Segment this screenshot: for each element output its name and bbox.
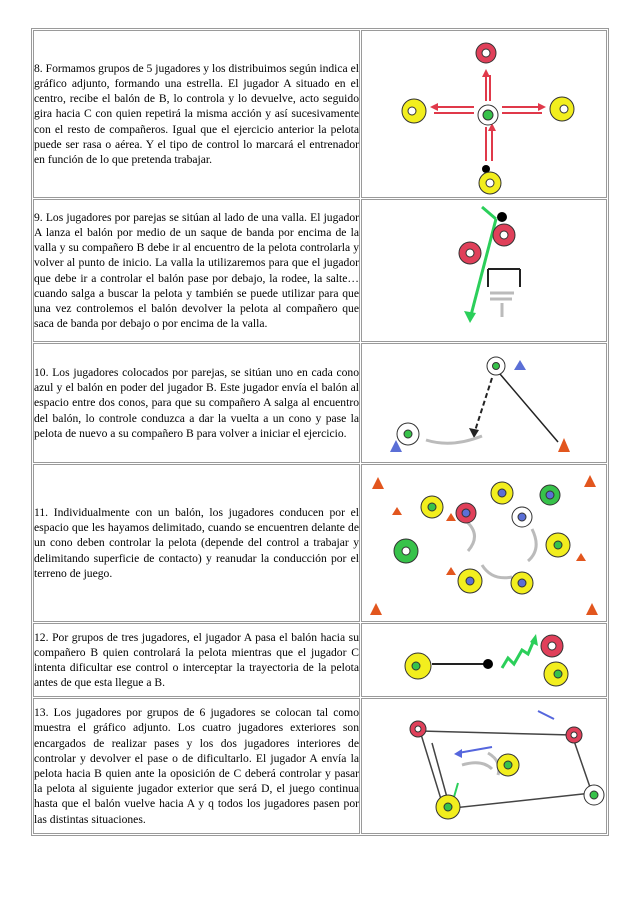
player-eye (498, 489, 506, 497)
pass-and-control-diagram (362, 624, 606, 696)
player-eye (518, 579, 526, 587)
exercise-row-13 (33, 698, 607, 834)
cone-orange (576, 553, 586, 561)
arrowhead (538, 103, 546, 111)
player-eye (415, 726, 421, 732)
cone-orange (584, 475, 596, 487)
hurdle (488, 269, 520, 287)
dribbling-diagram (362, 465, 606, 621)
exercise-row-11 (33, 464, 607, 622)
hurdle-diagram (362, 201, 606, 341)
pass-line (432, 743, 448, 801)
player-eye (493, 363, 500, 370)
exercise-row-12 (33, 623, 607, 697)
player-eye (404, 430, 412, 438)
six-player-diagram (362, 699, 606, 833)
player-eye (504, 761, 512, 769)
exercise-8-diagram (361, 30, 607, 198)
cone-blue (514, 360, 526, 370)
cone-orange (558, 438, 570, 452)
player-eye (402, 547, 410, 555)
arrowhead (454, 749, 462, 758)
path-grey (466, 521, 536, 578)
player-eye (546, 491, 554, 499)
exercise-9-text: 9. Los jugadores por parejas se sitúan al lado de una valla. El jugador A lanza el balón por medio de un saque de banda por encima de la valla y su compañero B debe ir al encuentro de la pelota controlarla y volver al punto de inicio. La valla la utilizaremos para que el jugador que debe ir a controlar el balón pase por debajo, la rodee, la salte… cuando salga a buscar la pelota y también se puede utilizar para que una vez controlemos el balón devolver la pelota al compañero que saca de banda por debajo o por encima de la valla. (33, 199, 360, 342)
exercise-10-diagram (361, 343, 607, 463)
line-solid (500, 374, 558, 442)
player-eye (482, 49, 490, 57)
exercise-11-text: 11. Individualmente con un balón, los jugadores conducen por el espacio que les hayamos delimitado, cuando se encuentren delante de un cono deben controlar la pelota (depende del control a trabajar y delimitando superficie de contacto) y reanudar la conducción por el terreno de juego. (33, 464, 360, 622)
player-eye (483, 110, 493, 120)
arrow-green-zigzag (502, 640, 534, 668)
pass-dashed (474, 378, 492, 434)
arrow-blue (458, 747, 492, 753)
exercise-10-text: 10. Los jugadores colocados por parejas, se sitúan uno en cada cono azul y el balón en poder del jugador B. Este jugador envía el balón al espacio entre dos conos, para que su compañero A salga al encuentro del balón, lo controle conduzca a dar la vuelta a un cono y pase la pelota de nuevo a su compañero B para volver a iniciar el ejercicio. (33, 343, 360, 463)
player-eye (554, 670, 562, 678)
player-eye (560, 105, 568, 113)
cones-diagram (362, 344, 606, 462)
exercise-11-diagram (361, 464, 607, 622)
player-eye (500, 231, 508, 239)
cone-orange (586, 603, 598, 615)
player-eye (554, 541, 562, 549)
player-eye (444, 803, 452, 811)
arrowhead (430, 103, 438, 111)
cone-orange (372, 477, 384, 489)
exercises-table (31, 28, 609, 836)
mark-blue (538, 711, 554, 719)
ball (483, 659, 493, 669)
exercise-row-10 (33, 343, 607, 463)
player-eye (571, 732, 577, 738)
cone-orange (392, 507, 402, 515)
exercise-8-text: 8. Formamos grupos de 5 jugadores y los distribuimos según indica el gráfico adjunto, formando una estrella. El jugador A situado en el centro, recibe el balón de B, lo controla y lo devuelve, acto seguido gira hacia C con quien repetirá la misma acción y así sucesivamente con el resto de compañeros. Igual que el ejercicio anterior la pelota puede ser rasa o aérea. Y el tipo de control lo marcará el entrenador en función de lo que pretenda trabajar. (33, 30, 360, 198)
arrow-green (482, 207, 496, 219)
player-eye (466, 249, 474, 257)
player-eye (412, 662, 420, 670)
player-eye (518, 513, 526, 521)
cone-orange (370, 603, 382, 615)
exercise-13-diagram (361, 698, 607, 834)
arrowhead (482, 69, 490, 77)
ball (497, 212, 507, 222)
player-eye (548, 642, 556, 650)
exercise-row-8 (33, 30, 607, 198)
player-eye (466, 577, 474, 585)
cone-orange (446, 567, 456, 575)
player-eye (462, 509, 470, 517)
exercise-12-diagram (361, 623, 607, 697)
arrowhead (464, 311, 476, 323)
cone-orange (446, 513, 456, 521)
exercise-9-diagram (361, 199, 607, 342)
path-grey (490, 293, 514, 317)
exercise-13-text: 13. Los jugadores por grupos de 6 jugadores se colocan tal como muestra el gráfico adjunto. Los cuatro jugadores exteriores son encargados de realizar pases y los dos jugadores interiores de controlar y devolver el pase o de dificultarlo. El jugador A envía la pelota hacia B quien ante la oposición de C deberá controlar y pasar la pelota al siguiente jugador exterior que será D, el juego continua hasta que el balón vuelve hacia A y q todos los jugadores pasen por las distintas situaciones. (33, 698, 360, 834)
exercise-12-text: 12. Por grupos de tres jugadores, el jugador A pasa el balón hacia su compañero B quien controlará la pelota mientras que el jugador C intenta dificultar ese control o interceptar la trayectoria de la pelota antes de que esta llegue a B. (33, 623, 360, 697)
player-eye (486, 179, 494, 187)
star-formation-diagram (362, 31, 606, 197)
player-eye (428, 503, 436, 511)
exercise-row-9 (33, 199, 607, 342)
path-grey (462, 753, 499, 775)
arrow-green (454, 783, 458, 797)
player-eye (408, 107, 416, 115)
player-eye (590, 791, 598, 799)
